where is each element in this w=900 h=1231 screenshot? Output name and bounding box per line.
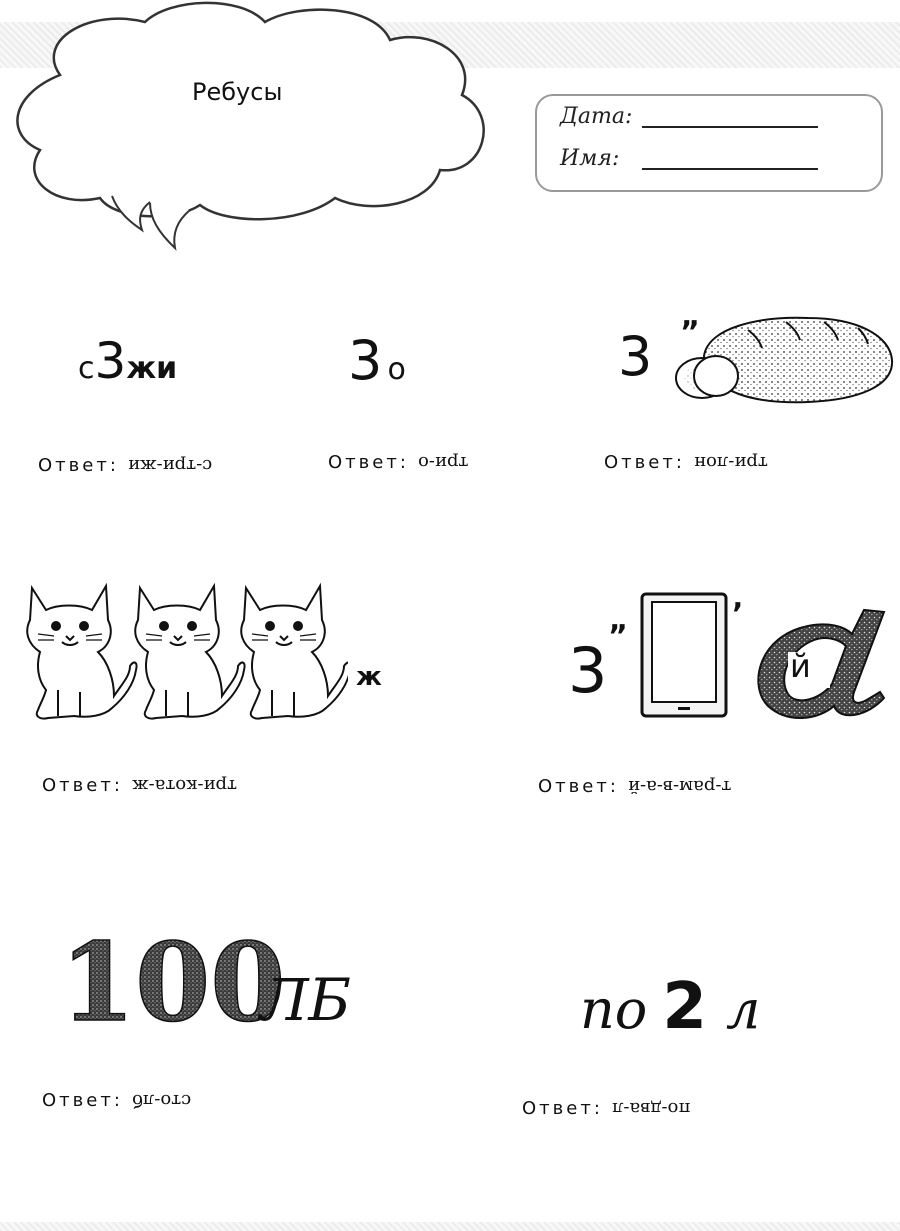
puzzle-3-answer — [604, 452, 767, 473]
name-field[interactable] — [642, 168, 818, 170]
answer-text: по-два-л — [611, 1098, 691, 1119]
tablet-icon — [638, 590, 730, 720]
bread-loaf-icon — [668, 308, 900, 410]
three-kittens-icon — [18, 580, 348, 725]
puzzle-5-answer — [538, 776, 731, 797]
puzzle-3-quote: ” — [680, 315, 700, 350]
answer-text: с-три-жи — [127, 455, 212, 476]
footer-band — [0, 1222, 900, 1231]
answer-label: Ответ: — [42, 775, 123, 796]
puzzle-1 — [78, 332, 178, 390]
puzzle-6 — [60, 920, 360, 1030]
page-title: Ребусы — [192, 78, 283, 106]
answer-label: Ответ: — [522, 1098, 603, 1119]
puzzle-6-number: 100 — [60, 920, 286, 1030]
answer-text: три-кота-ж — [131, 775, 237, 796]
puzzle-5-letter: й — [790, 647, 811, 685]
puzzle-7-number: 2 — [662, 970, 707, 1044]
answer-text: т-рам-в-а-й — [627, 776, 732, 797]
answer-text: три-о — [417, 452, 469, 473]
puzzle-6-letters: ЛБ — [260, 966, 352, 1030]
name-label: Имя: — [560, 146, 620, 171]
puzzle-1-letter-s: с — [78, 351, 95, 386]
answer-text: три-лон — [693, 452, 768, 473]
puzzle-5-number: 3 — [568, 634, 608, 707]
puzzle-3-number: 3 — [618, 325, 653, 388]
puzzle-7-word: по — [580, 978, 648, 1041]
puzzle-5-apostrophe: ’ — [732, 597, 744, 632]
puzzle-1-letters: жи — [126, 351, 178, 386]
puzzle-2-number: 3 — [348, 329, 383, 392]
answer-label: Ответ: — [38, 455, 119, 476]
date-label: Дата: — [560, 104, 633, 129]
puzzle-6-answer — [42, 1090, 191, 1111]
puzzle-2-answer — [328, 452, 468, 473]
answer-label: Ответ: — [604, 452, 685, 473]
puzzle-4-answer — [42, 775, 237, 796]
thought-cloud-icon — [0, 0, 500, 270]
answer-text: сто-лб — [131, 1090, 191, 1111]
puzzle-1-number: 3 — [94, 332, 127, 390]
puzzle-2-letter: о — [387, 352, 406, 387]
answer-label: Ответ: — [538, 776, 619, 797]
puzzle-2 — [348, 329, 406, 392]
answer-label: Ответ: — [42, 1090, 123, 1111]
puzzle-5-quote: ” — [608, 619, 628, 654]
letter-a-icon — [748, 596, 898, 726]
puzzle-7 — [580, 970, 760, 1044]
puzzle-4-letter: ж — [356, 662, 382, 692]
puzzle-7-letter: л — [726, 978, 761, 1041]
puzzle-7-answer — [522, 1098, 690, 1119]
date-field[interactable] — [642, 126, 818, 128]
answer-label: Ответ: — [328, 452, 409, 473]
puzzle-1-answer — [38, 455, 212, 476]
